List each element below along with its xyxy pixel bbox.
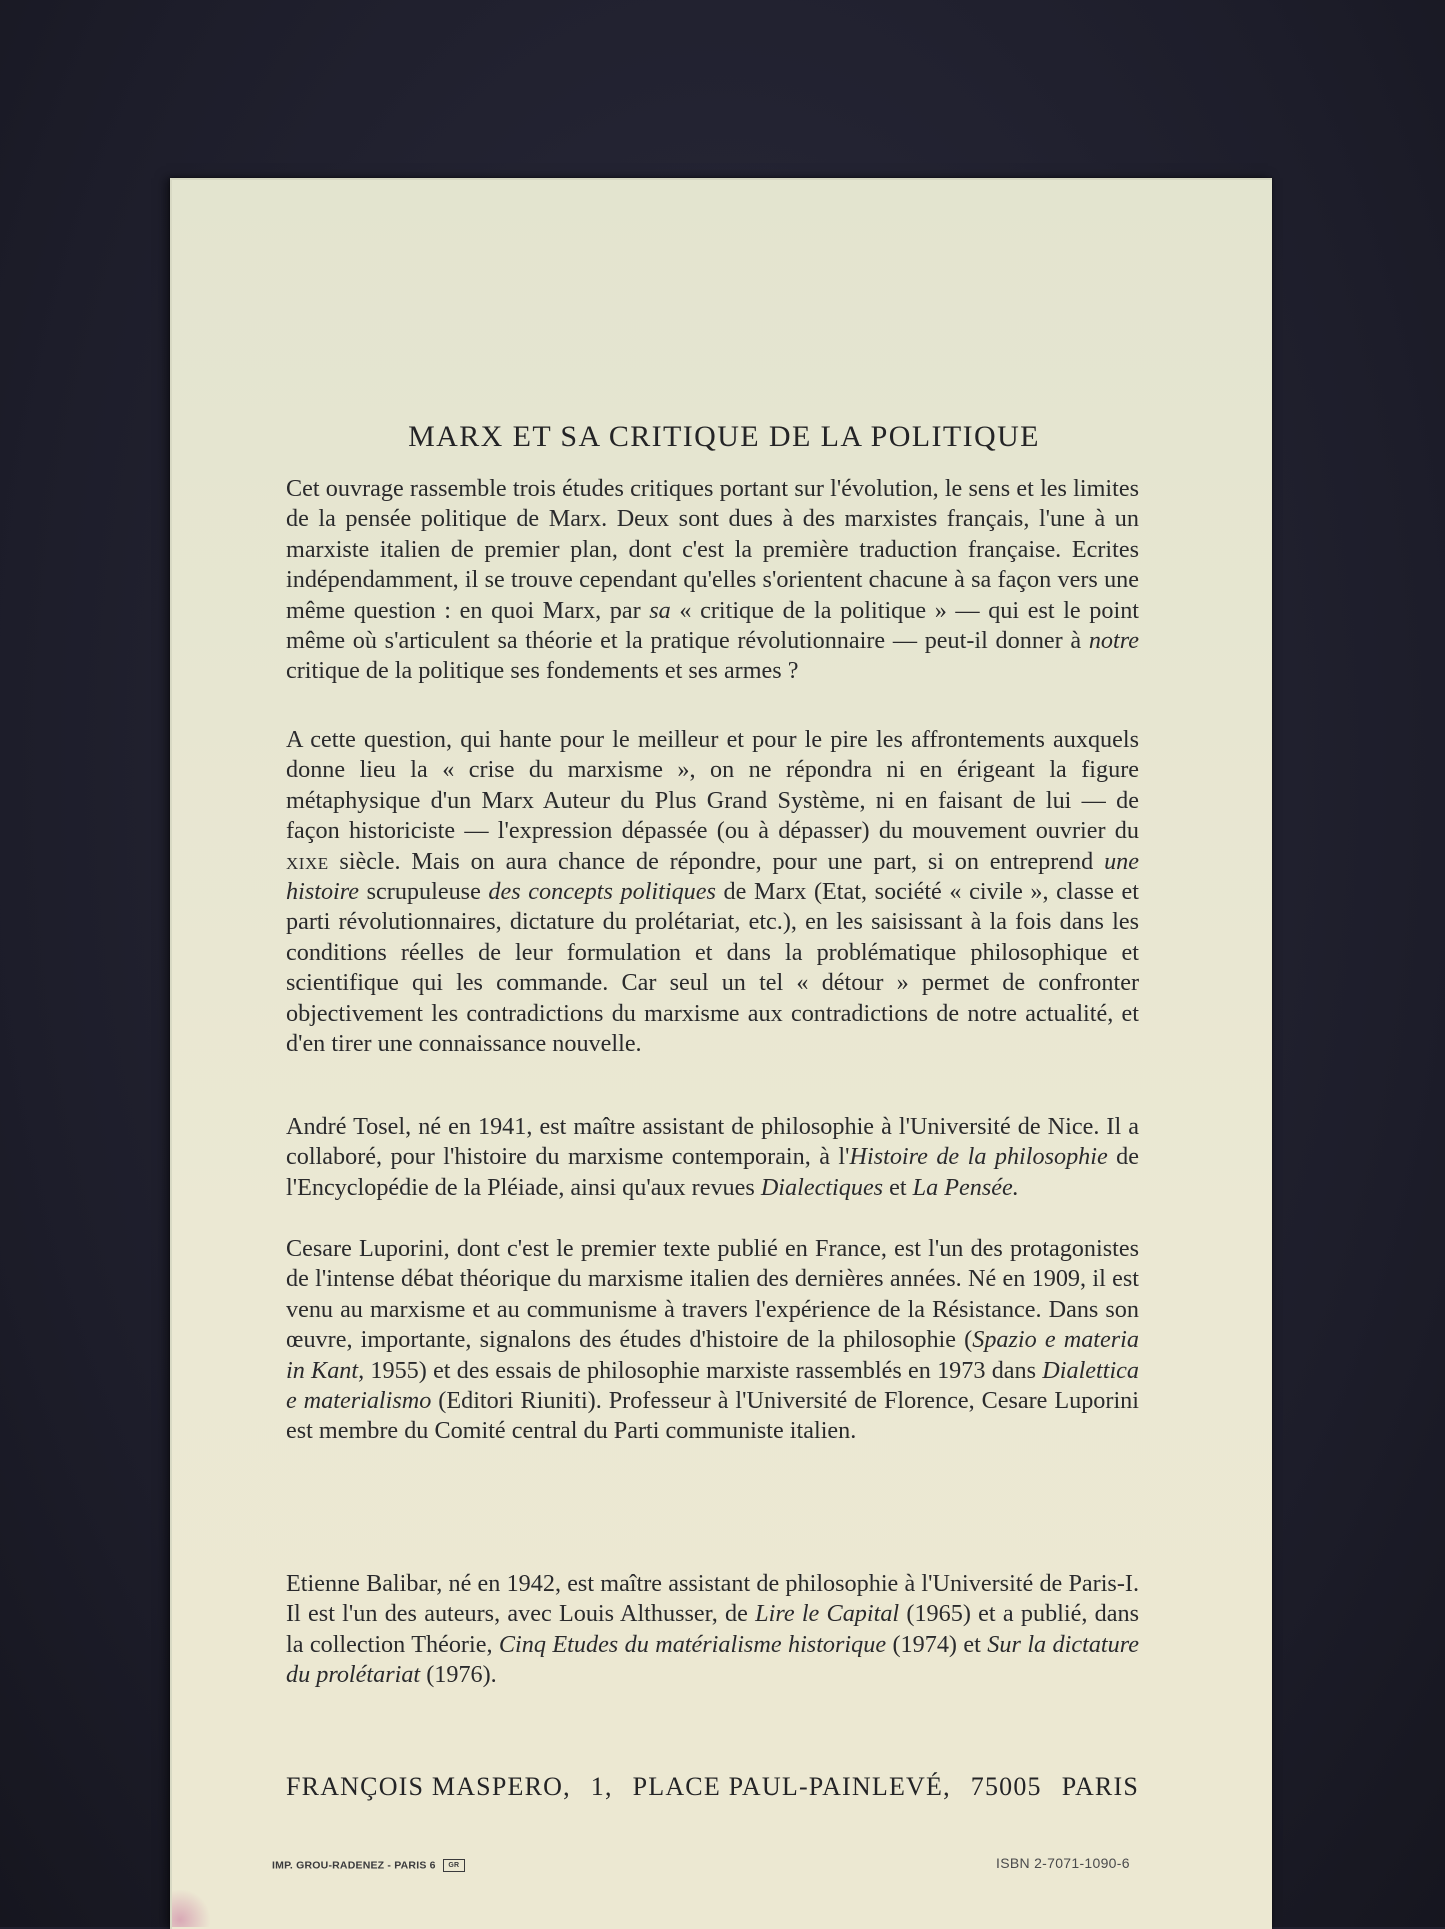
text-segment: de Marx (Etat, société « civile », classe et parti révolutionnaires, dictature du prolétariat, etc.), en les saisissant à la fois dans les conditions réelles de leur formulation et dans la problématique philosophique et scientifique qui les commande. Car seul un tel « détour » permet de confronter objectivement les contradictions du marxisme aux contradictions de notre actualité, et d'en tirer une connaissance nouvelle.	[286, 878, 1139, 1058]
author-bio-tosel	[286, 1112, 1139, 1203]
text-segment: siècle. Mais on aura chance de répondre, pour une part, si on entreprend	[328, 847, 1105, 875]
publisher-city: PARIS	[1061, 1772, 1139, 1801]
text-segment: (1974) et	[886, 1630, 988, 1658]
text-segment: (1976).	[420, 1661, 497, 1689]
publisher-street: PLACE PAUL-PAINLEVÉ,	[632, 1772, 951, 1801]
text-segment: xixe	[286, 847, 329, 875]
description-paragraph-2	[286, 725, 1139, 1059]
text-segment: Lire le Capital	[755, 1600, 900, 1628]
printer-logo-icon: GR	[443, 1859, 465, 1872]
text-segment: critique de la politique ses fondements et ses armes ?	[286, 657, 799, 685]
text-segment: Cet ouvrage rassemble trois études critiques portant sur l'évolution, le sens et les limites de la pensée politique de Marx. Deux sont dues à des marxistes français, l'une à un marxiste italien de premier plan, dont c'est la première traduction française. Ecrites indépendamment, il se trouve cependant qu'elles s'orientent chacune à sa façon vers une même question : en quoi Marx, par	[286, 475, 1139, 624]
text-segment: Histoire de la philosophie	[849, 1143, 1108, 1171]
text-segment: « critique de la politique » — qui est le point même où s'articulent sa théorie et la pratique révolutionnaire — peut-il donner à	[286, 596, 1140, 655]
publisher-postcode: 75005	[970, 1772, 1042, 1801]
text-segment: Cesare Luporini, dont c'est le premier texte publié en France, est l'un des protagonistes de l'intense débat théorique du marxisme italien des dernières années. Né en 1909, il est venu au marxisme et au communisme à travers l'expérience de la Résistance. Dans son œuvre, importante, signalons des études d'histoire de la philosophie (	[286, 1235, 1139, 1354]
text-segment: Etienne Balibar, né en 1942, est maître assistant de philosophie à l'Université de Paris-I. Il est l'un des auteurs, avec Louis Althusser, de	[286, 1570, 1139, 1628]
text-segment: La Pensée.	[912, 1173, 1019, 1201]
text-segment: des concepts politiques	[488, 878, 716, 906]
text-segment: scrupuleuse	[359, 878, 489, 906]
text-segment: 1955) et des essais de philosophie marxiste rassemblés en 1973 dans	[364, 1356, 1043, 1384]
text-segment: sa	[649, 596, 671, 624]
text-segment: (Editori Riuniti). Professeur à l'Université de Florence, Cesare Luporini est membre du Comité central du Parti communiste italien.	[286, 1387, 1139, 1445]
author-bio-balibar	[286, 1569, 1139, 1691]
printer-imprint	[272, 1859, 465, 1872]
publisher-number: 1,	[590, 1772, 613, 1801]
text-segment: notre	[1088, 627, 1139, 655]
isbn-number: ISBN 2-7071-1090-6	[996, 1855, 1130, 1871]
text-segment: Dialectiques	[760, 1173, 884, 1201]
text-segment: une histoire	[286, 847, 1139, 906]
book-title: MARX ET SA CRITIQUE DE LA POLITIQUE	[408, 420, 1040, 453]
publisher-name: FRANÇOIS MASPERO,	[286, 1772, 571, 1801]
text-segment: (1965) et a publié, dans la collection Théorie,	[286, 1600, 1139, 1658]
cover-corner-wear	[172, 1890, 212, 1927]
text-segment: de l'Encyclopédie de la Pléiade, ainsi qu'aux revues	[286, 1143, 1140, 1201]
text-segment: et	[883, 1173, 913, 1201]
printer-text: IMP. GROU-RADENEZ - PARIS 6	[272, 1859, 436, 1872]
text-segment: Sur la dictature du prolétariat	[286, 1630, 1139, 1689]
text-segment: Cinq Etudes du matérialisme historique	[498, 1630, 887, 1658]
publisher-address	[286, 1772, 1139, 1802]
description-paragraph-1	[286, 474, 1139, 687]
text-segment: André Tosel, né en 1941, est maître assistant de philosophie à l'Université de Nice. Il a collaboré, pour l'histoire du marxisme contemporain, à l'	[286, 1113, 1139, 1171]
text-segment: A cette question, qui hante pour le meilleur et pour le pire les affrontements auxquels donne lieu la « crise du marxisme », on ne répondra ni en érigeant la figure métaphysique d'un Marx Auteur du Plus Grand Système, ni en faisant de lui — de façon historiciste — l'expression dépassée (ou à dépasser) du mouvement ouvrier du	[286, 726, 1139, 845]
text-segment: Dialettica e materialismo	[286, 1356, 1140, 1415]
text-segment: Spazio e materia in Kant,	[286, 1326, 1139, 1384]
author-bio-luporini	[286, 1234, 1139, 1447]
